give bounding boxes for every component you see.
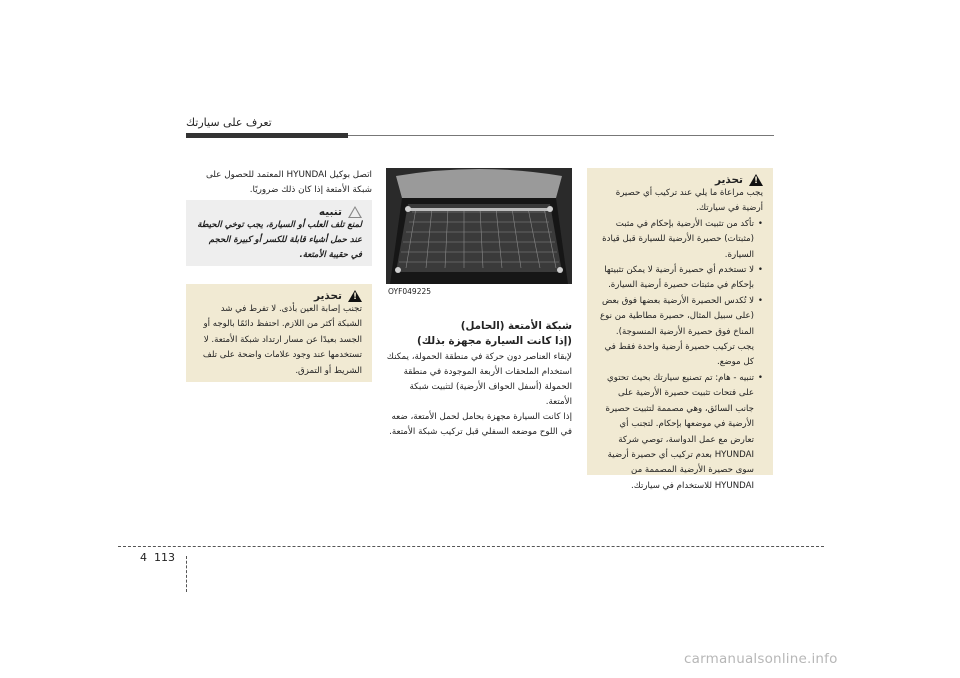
warning-body: تجنب إصابة العين بأذى. لا تفرط في شد الشبكة أكثر من اللازم. احتفظ دائمًا بالوجه أو الجسد بعيدًا عن مسار ارتداد شبكة الأمتعة. لا تستخدمها عند وجود علامات واضحة على تلف الشريط أو التمزق.: [202, 304, 362, 376]
header-rule-accent: [186, 133, 348, 138]
warning-header: [196, 290, 362, 302]
luggage-net-photo: [386, 168, 572, 284]
heading-line-1: شبكة الأمتعة (الحامل): [460, 320, 572, 332]
warning-box-luggage-net: [186, 284, 372, 382]
caution-title: تنبيه: [318, 206, 342, 218]
figure-code: OYF049225: [388, 287, 432, 296]
page-number: 113: [154, 551, 175, 564]
heading-line-2: (إذا كانت السيارة مجهزة بذلك): [416, 335, 572, 347]
caution-box: [186, 200, 372, 266]
caution-triangle-icon: [348, 206, 362, 218]
warning-triangle-icon: !: [749, 174, 763, 186]
warning-bullet: • تأكد من تثبيت الأرضية بإحكام في مثبت (مثبتات) حصيرة الأرضية للسيارة قبل قيادة السيارة.: [597, 217, 763, 263]
warning-triangle-icon: !: [348, 290, 362, 302]
warning-header: [597, 174, 763, 186]
caution-body: لمنع تلف العلب أو السيارة، يجب توخي الحيطة عند حمل أشياء قابلة للكسر أو كبيرة الحجم في حقيبة الأمتعة.: [197, 220, 362, 260]
warning-intro: يجب مراعاة ما يلي عند تركيب أي حصيرة أرضية في سيارتك.: [615, 188, 763, 214]
watermark: carmanualsonline.info: [684, 651, 838, 667]
warning-bullet: • لا تُكدس الحصيرة الأرضية بعضها فوق بعض (على سبيل المثال، حصيرة مطاطية من نوع المناخ فوق حصيرة الأرضية المنسوجة). يجب تركيب حصيرة أرضية واحدة فقط في كل موضع.: [597, 294, 763, 371]
warning-title: تحذير: [714, 174, 743, 186]
footer-rule: [118, 546, 824, 547]
footer-vertical-rule: [186, 556, 187, 592]
body-paragraph: إذا كانت السيارة مجهزة بحامل لحمل الأمتعة، ضعه في اللوح موضعه السفلي قبل تركيب شبكة الأمتعة.: [389, 412, 572, 437]
caution-header: [196, 206, 362, 218]
trunk-net-illustration: [386, 168, 572, 284]
warning-bullet: • لا تستخدم أي حصيرة أرضية لا يمكن تثبيتها بإحكام في مثبتات حصيرة أرضية السيارة.: [597, 263, 763, 294]
dealer-note-paragraph: اتصل بوكيل HYUNDAI المعتمد للحصول على شبكة الأمتعة إذا كان ذلك ضروريًا.: [205, 170, 372, 195]
running-header-title: تعرف على سيارتك: [186, 116, 272, 129]
warning-box-floor-mats: [587, 168, 773, 491]
warning-bullet: • تنبيه - هام: تم تصنيع سيارتك بحيث تحتوي على فتحات تثبيت حصيرة الأرضية على جانب السائق، وهي مصممة لتثبيت حصيرة الأرضية في موضعها بإحكام. لتجنب أي تعارض مع عمل الدواسة، توصي شركة HYUNDAI بعدم تركيب أي حصيرة أرضية سوى حصيرة الأرضية المصممة من HYUNDAI للاستخدام في سيارتك.: [597, 371, 763, 494]
section-body: [386, 350, 572, 440]
body-paragraph: لإبقاء العناصر دون حركة في منطقة الحمولة، يمكنك استخدام الملحقات الأربعة الموجودة في منطقة الحمولة (أسفل الحواف الأرضية) لتثبيت شبكة الأمتعة.: [386, 352, 572, 407]
warning-title: تحذير: [313, 290, 342, 302]
chapter-number: 4: [140, 551, 147, 564]
section-heading: [386, 319, 572, 349]
